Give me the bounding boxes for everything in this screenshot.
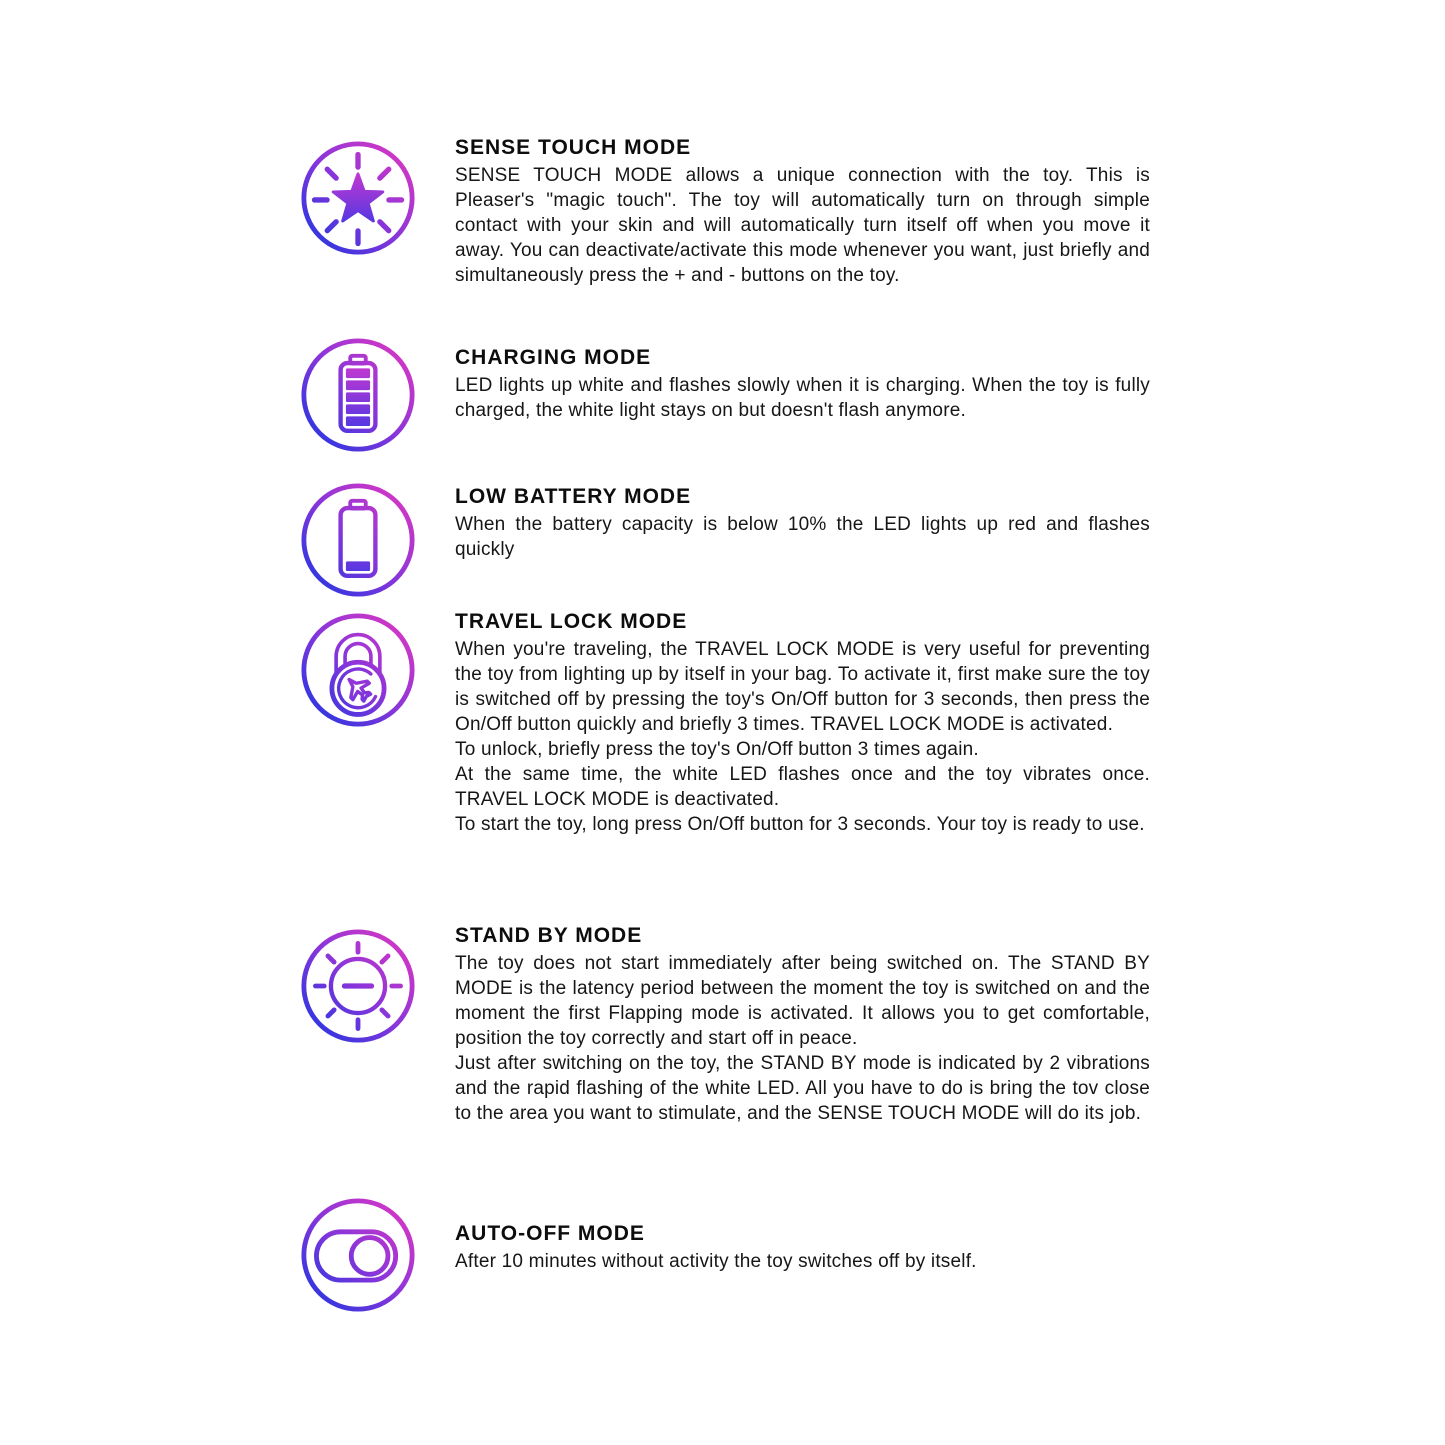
section-sense-touch-mode bbox=[300, 136, 1150, 288]
section-low-battery-mode bbox=[300, 485, 1150, 598]
auto-off-toggle-icon bbox=[300, 1197, 416, 1313]
charging-icon-wrap bbox=[300, 337, 416, 453]
section-auto-off-mode bbox=[300, 1222, 1150, 1313]
sense-touch-text bbox=[455, 136, 1150, 288]
stand-by-icon-wrap bbox=[300, 928, 416, 1044]
section-paragraph: After 10 minutes without activity the toy switches off by itself. bbox=[455, 1251, 977, 1272]
section-title: SENSE TOUCH MODE bbox=[455, 136, 692, 159]
travel-lock-padlock-icon bbox=[300, 612, 416, 728]
section-stand-by-mode bbox=[300, 924, 1150, 1126]
travel-lock-text bbox=[455, 610, 1150, 837]
section-paragraph: SENSE TOUCH MODE allows a unique connection with the toy. This is Pleaser's "magic touch". The toy will automatically turn on through simple contact with your skin and will automatically turn itself off when you move it away. You can deactivate/activate this mode whenever you want, just briefly and simultaneously press the + and - buttons on the toy. bbox=[455, 165, 1150, 286]
section-paragraph: The toy does not start immediately after being switched on. The STAND BY MODE is the latency period between the moment the toy is switched on and the moment the first Flapping mode is activated. It allows you to get comfortable, position the toy correctly and start off in peace. bbox=[455, 953, 1150, 1049]
low-battery-icon-wrap bbox=[300, 482, 416, 598]
auto-off-icon-wrap bbox=[300, 1197, 416, 1313]
section-title: AUTO-OFF MODE bbox=[455, 1222, 645, 1245]
section-paragraph: When the battery capacity is below 10% the LED lights up red and flashes quickly bbox=[455, 514, 1150, 560]
stand-by-text bbox=[455, 924, 1150, 1126]
sense-touch-icon-wrap bbox=[300, 140, 416, 256]
section-charging-mode bbox=[300, 346, 1150, 453]
charging-battery-icon bbox=[300, 337, 416, 453]
section-title: STAND BY MODE bbox=[455, 924, 643, 947]
section-title: LOW BATTERY MODE bbox=[455, 485, 692, 508]
section-paragraph: At the same time, the white LED flashes once and the toy vibrates once. TRAVEL LOCK MODE is deactivated. bbox=[455, 764, 1150, 810]
sense-touch-star-icon bbox=[300, 140, 416, 256]
section-paragraph: Just after switching on the toy, the STAND BY mode is indicated by 2 vibrations and the rapid flashing of the white LED. All you have to do is bring the tov close to the area you want to stimulate, and the SENSE TOUCH MODE will do its job. bbox=[455, 1053, 1150, 1124]
section-travel-lock-mode bbox=[300, 610, 1150, 837]
section-paragraph: When you're traveling, the TRAVEL LOCK MODE is very useful for preventing the toy from lighting up by itself in your bag. To activate it, first make sure the toy is switched off by pressing the toy's On/Off button for 3 seconds, then press the On/Off button quickly and briefly 3 times. TRAVEL LOCK MODE is activated. bbox=[455, 639, 1150, 735]
section-paragraph: To unlock, briefly press the toy's On/Off button 3 times again. bbox=[455, 739, 979, 760]
travel-lock-icon-wrap bbox=[300, 612, 416, 728]
auto-off-text bbox=[455, 1222, 1150, 1274]
low-battery-text bbox=[455, 485, 1150, 562]
section-paragraph: To start the toy, long press On/Off button for 3 seconds. Your toy is ready to use. bbox=[455, 814, 1145, 835]
stand-by-dim-sun-icon bbox=[300, 928, 416, 1044]
section-title: TRAVEL LOCK MODE bbox=[455, 610, 688, 633]
section-title: CHARGING MODE bbox=[455, 346, 652, 369]
charging-text bbox=[455, 346, 1150, 423]
low-battery-icon bbox=[300, 482, 416, 598]
section-paragraph: LED lights up white and flashes slowly when it is charging. When the toy is fully charged, the white light stays on but doesn't flash anymore. bbox=[455, 375, 1150, 421]
